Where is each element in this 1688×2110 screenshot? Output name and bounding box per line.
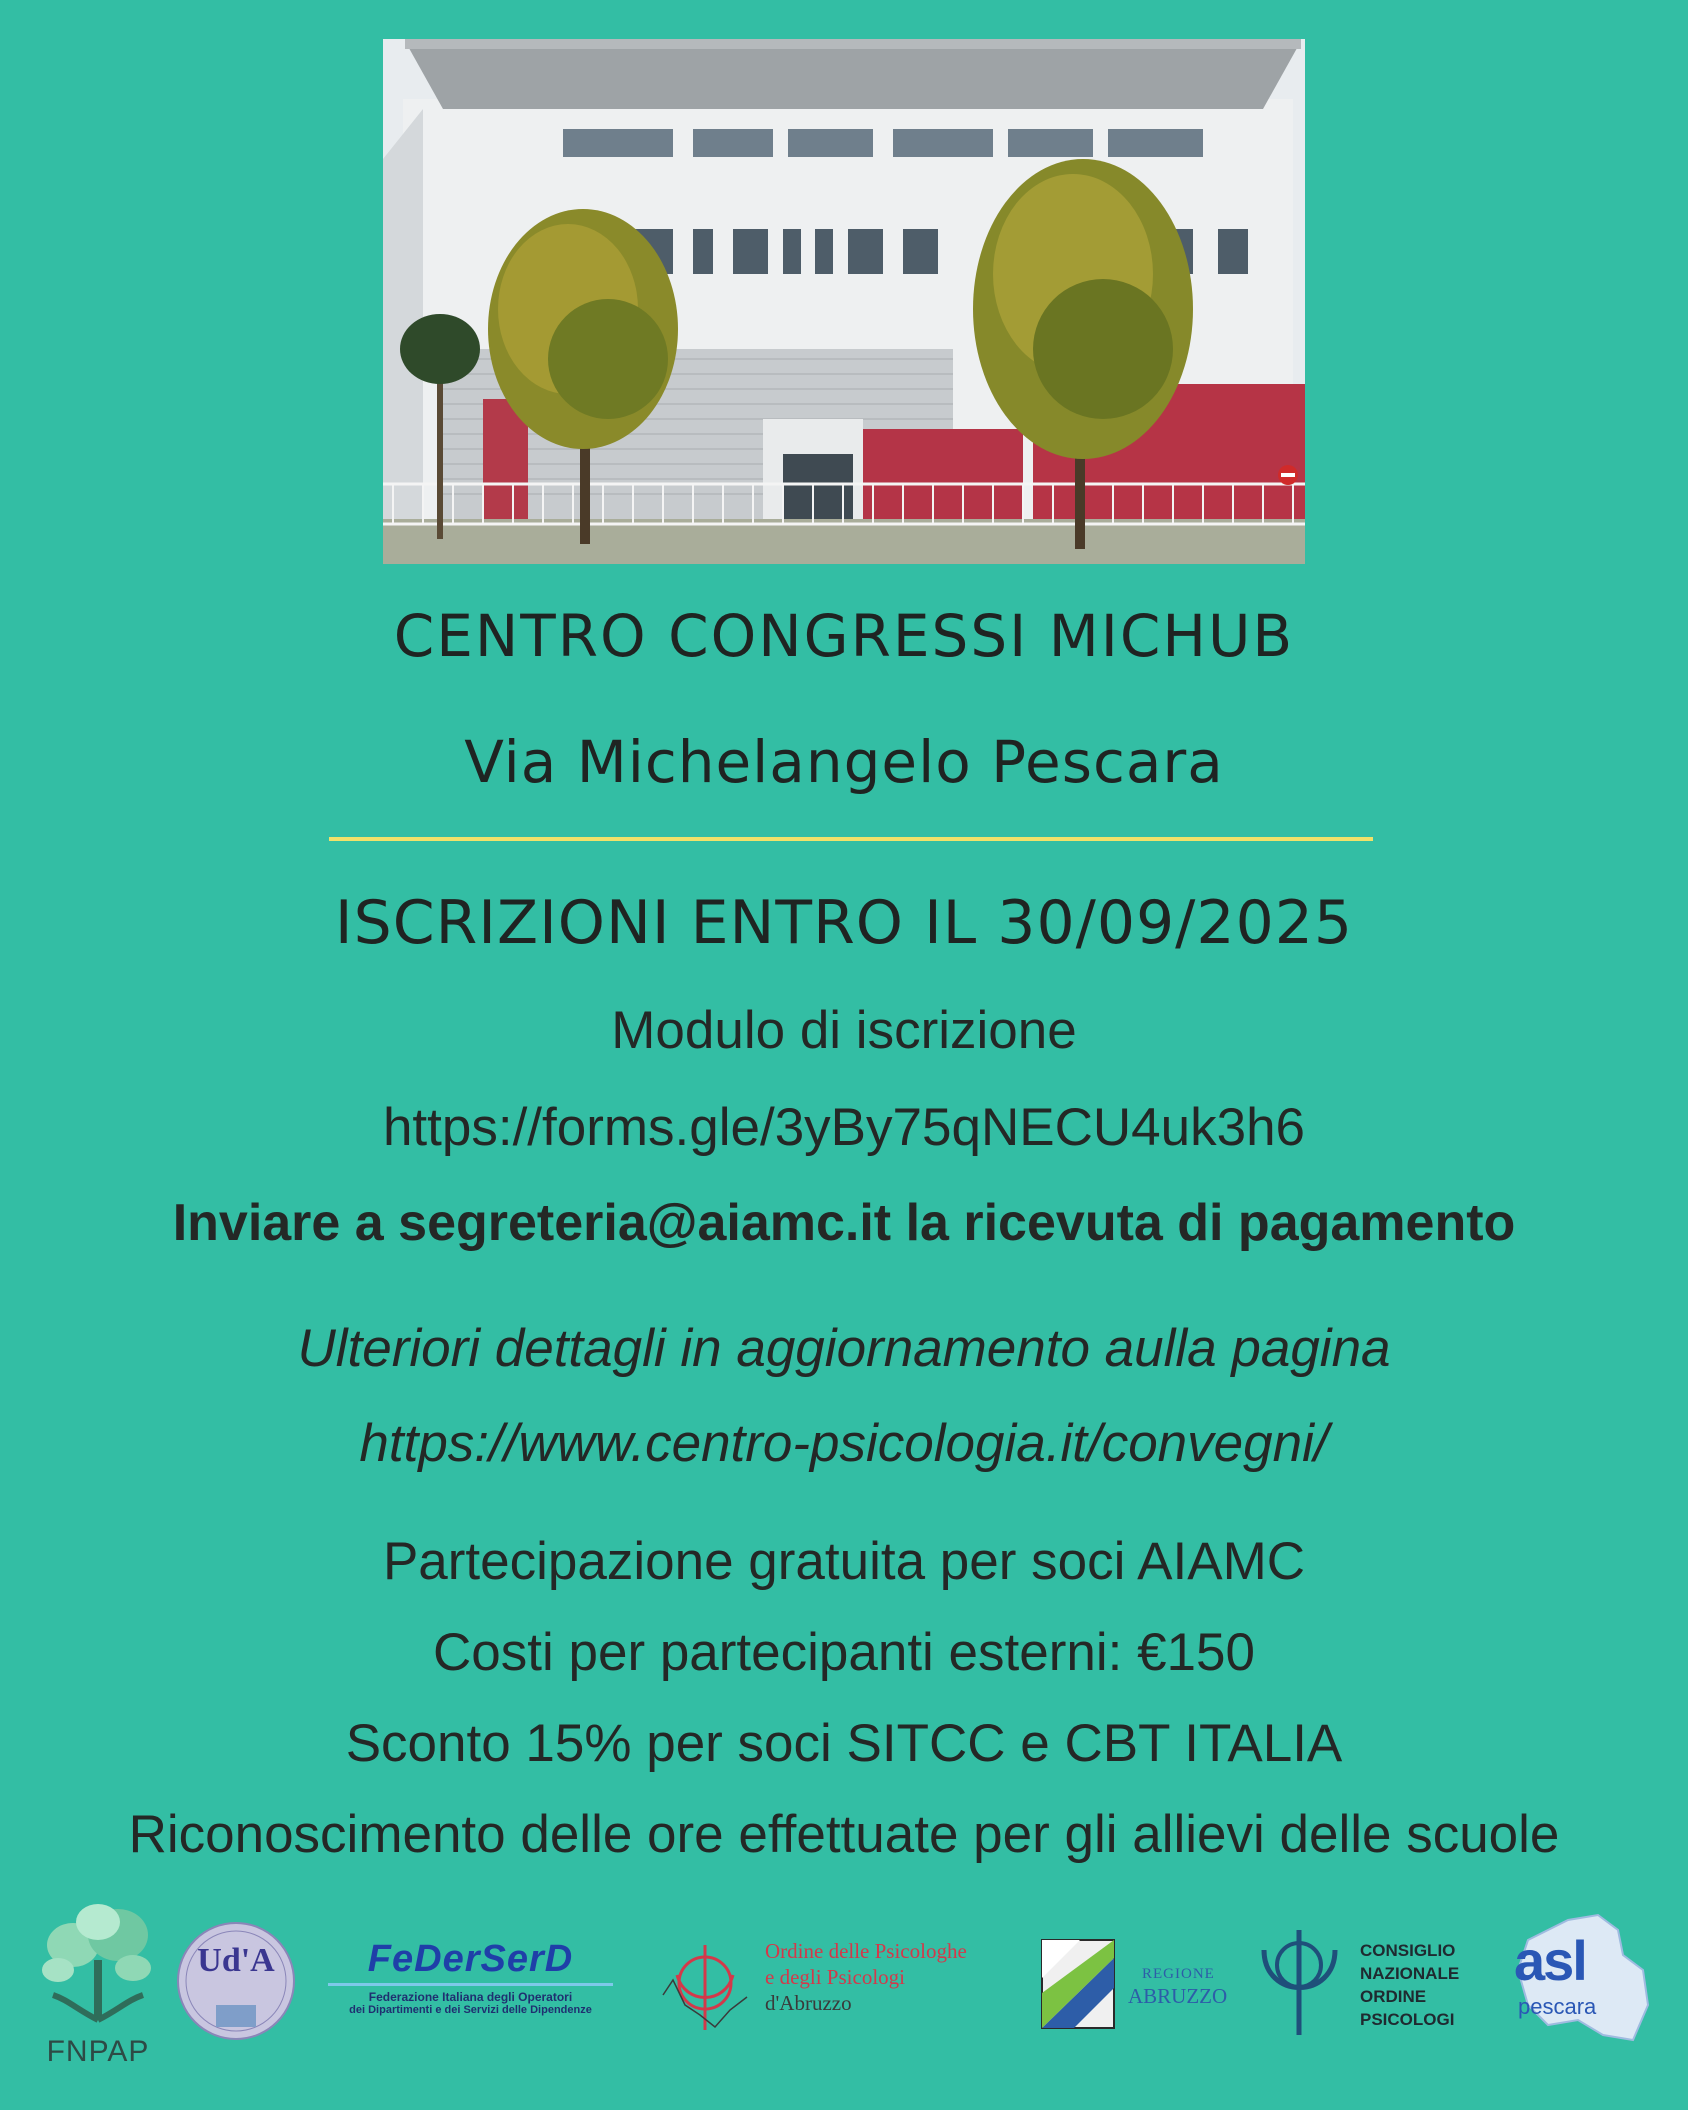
federserd-subtitle-2: dei Dipartimenti e dei Servizi delle Dipendenze [349,2004,592,2016]
details-link[interactable]: https://www.centro-psicologia.it/convegni/ [359,1414,1329,1473]
uda-logo [175,1920,297,2042]
partner-logos [0,1890,1688,2090]
psi-icon [1252,1925,1347,2040]
asl-pescara-logo [1508,1910,1658,2050]
form-label: Modulo di iscrizione [611,1001,1077,1060]
ordine-label-2: e degli Psicologi [765,1965,905,1989]
divider [329,837,1373,841]
regione-label-1: REGIONE [1142,1966,1215,1982]
cnop-label-1: CONSIGLIO [1360,1941,1456,1960]
fnpap-label: FNPAP [46,2035,150,2068]
regione-label-2: ABRUZZO [1128,1984,1228,2008]
psi-icon [655,1935,755,2035]
federserd-subtitle-1: Federazione Italiana degli Operatori [368,1990,573,2004]
regione-shield-icon [1040,1938,1116,2030]
venue-address: Via Michelangelo Pescara [464,728,1224,796]
ordine-abruzzo-logo [655,1935,1015,2035]
details-text: Ulteriori dettagli in aggiornamento aulla pagina [297,1319,1391,1378]
fee-line: Riconoscimento delle ore effettuate per gli allievi delle scuole [128,1805,1560,1864]
university-seal-icon [175,1920,297,2042]
cnop-label-3: ORDINE [1360,1987,1427,2006]
uda-label: Ud'A [197,1942,275,1979]
tree-icon [38,1900,158,2025]
federserd-logo [298,1938,643,2028]
fnpap-logo [38,1900,158,2070]
fee-line: Costi per partecipanti esterni: €150 [433,1623,1255,1682]
ordine-label-1: Ordine delle Psicologhe [765,1939,967,1963]
fee-line: Partecipazione gratuita per soci AIAMC [382,1532,1306,1591]
regione-abruzzo-logo [1040,1938,1240,2033]
registration-deadline: ISCRIZIONI ENTRO IL 30/09/2025 [334,888,1354,958]
ordine-label-3: d'Abruzzo [765,1991,852,2015]
venue-name: CENTRO CONGRESSI MICHUB [393,602,1295,670]
asl-label: asl [1514,1929,1586,1992]
cnop-label-4: PSICOLOGI [1360,2010,1455,2029]
federserd-label: FeDerSerD [367,1938,574,1980]
cnop-logo [1252,1925,1482,2045]
asl-sublabel: pescara [1518,1994,1597,2019]
form-link[interactable]: https://forms.gle/3yBy75qNECU4uk3h6 [382,1098,1306,1157]
cnop-label-2: NAZIONALE [1360,1964,1460,1983]
fee-line: Sconto 15% per soci SITCC e CBT ITALIA [345,1714,1343,1773]
payment-note: Inviare a segreteria@aiamc.it la ricevuta di pagamento [172,1194,1516,1252]
building-photo [383,39,1305,564]
